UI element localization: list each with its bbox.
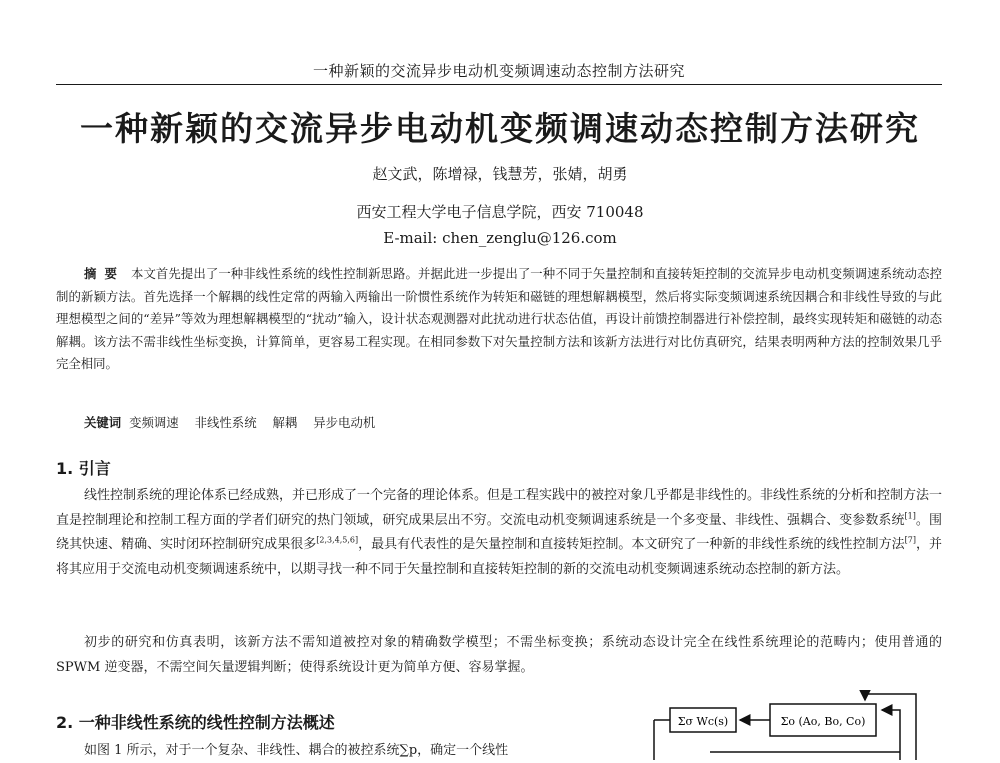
keyword: 解耦 [272,415,298,430]
header-rule [56,84,942,85]
running-header: 一种新颖的交流异步电动机变频调速动态控制方法研究 [312,62,685,80]
section-2-heading: 2. 一种非线性系统的线性控制方法概述 [56,713,335,732]
citation: [2,3,4,5,6] [316,535,359,545]
keyword: 变频调速 [129,415,179,430]
keyword: 异步电动机 [313,415,376,430]
section-1-paragraph-1 [56,484,942,582]
email: E-mail: chen_zenglu@126.com [383,229,617,247]
citation: [1] [904,511,916,521]
keywords [84,413,387,431]
citation: [7] [904,535,916,545]
affiliation: 西安工程大学电子信息学院，西安 710048 [356,203,644,221]
authors: 赵文武，陈增禄，钱慧芳，张婧，胡勇 [372,165,628,183]
abstract-text: 本文首先提出了一种非线性系统的线性控制新思路。并据此进一步提出了一种不同于矢量控制和直接转矩控制的交流异步电动机变频调速系统动态控制的新颖方法。首先选择一个解耦的线性定常的两输入两输出一阶惯性系统作为转矩和磁链的理想解耦模型，然后将实际变频调速系统因耦合和非线性导致的与此理想模型之间的“差异”等效为理想解耦模型的“扰动”输入，设计状态观测器对此扰动进行状态估值，再设计前馈控制器进行补偿控制，最终实现转矩和磁链的动态解耦。该方法不需非线性坐标变换，计算简单，更容易工程实现。在相同参数下对矢量控制方法和该新方法进行对比仿真研究，结果表明两种方法的控制效果几乎完全相同。 [56,266,943,371]
section-1-paragraph-2: 初步的研究和仿真表明，该新方法不需知道被控对象的精确数学模型；不需坐标变换；系统动态设计完全在线性系统理论的范畴内；使用普通的 SPWM 逆变器，不需空间矢量逻辑判断；使得系统设计更为简单方便、容易掌握。 [56,635,942,675]
paper-title: 一种新颖的交流异步电动机变频调速动态控制方法研究 [80,109,920,148]
model-block-label: Σo (Ao, Bo, Co) [780,715,866,728]
keywords-label: 关键词 [84,415,122,430]
paragraph-text: 线性控制系统的理论体系已经成熟，并已形成了一个完备的理论体系。但是工程实践中的被控对象几乎都是非线性的。非线性系统的分析和控制方法一直是控制理论和控制工程方面的学者们研究的热门领域，研究成果层出不穷。交流电动机变频调速系统是一个多变量、非线性、强耦合、变参数系统 [56,488,943,528]
section-1-heading: 1. 引言 [56,459,111,478]
figure-1-block-diagram [600,690,930,760]
paragraph-text: ，最具有代表性的是矢量控制和直接转矩控制。本文研究了一种新的非线性系统的线性控制方法 [358,537,905,552]
section-2-paragraph-1: 如图 1 所示，对于一个复杂、非线性、耦合的被控系统∑p，确定一个线性 [84,743,509,758]
abstract [56,263,942,376]
abstract-label: 摘要 [84,266,125,281]
paragraph-text: 。围绕其快速、精确、实时闭环控制研究成果很多 [56,512,942,552]
controller-block-label: Σσ Wc(s) [677,715,729,728]
keyword: 非线性系统 [194,415,257,430]
paragraph-text: ，并将其应用于交流电动机变频调速系统中，以期寻找一种不同于矢量控制和直接转矩控制的新的交流电动机变频调速系统动态控制的新方法。 [56,537,942,577]
